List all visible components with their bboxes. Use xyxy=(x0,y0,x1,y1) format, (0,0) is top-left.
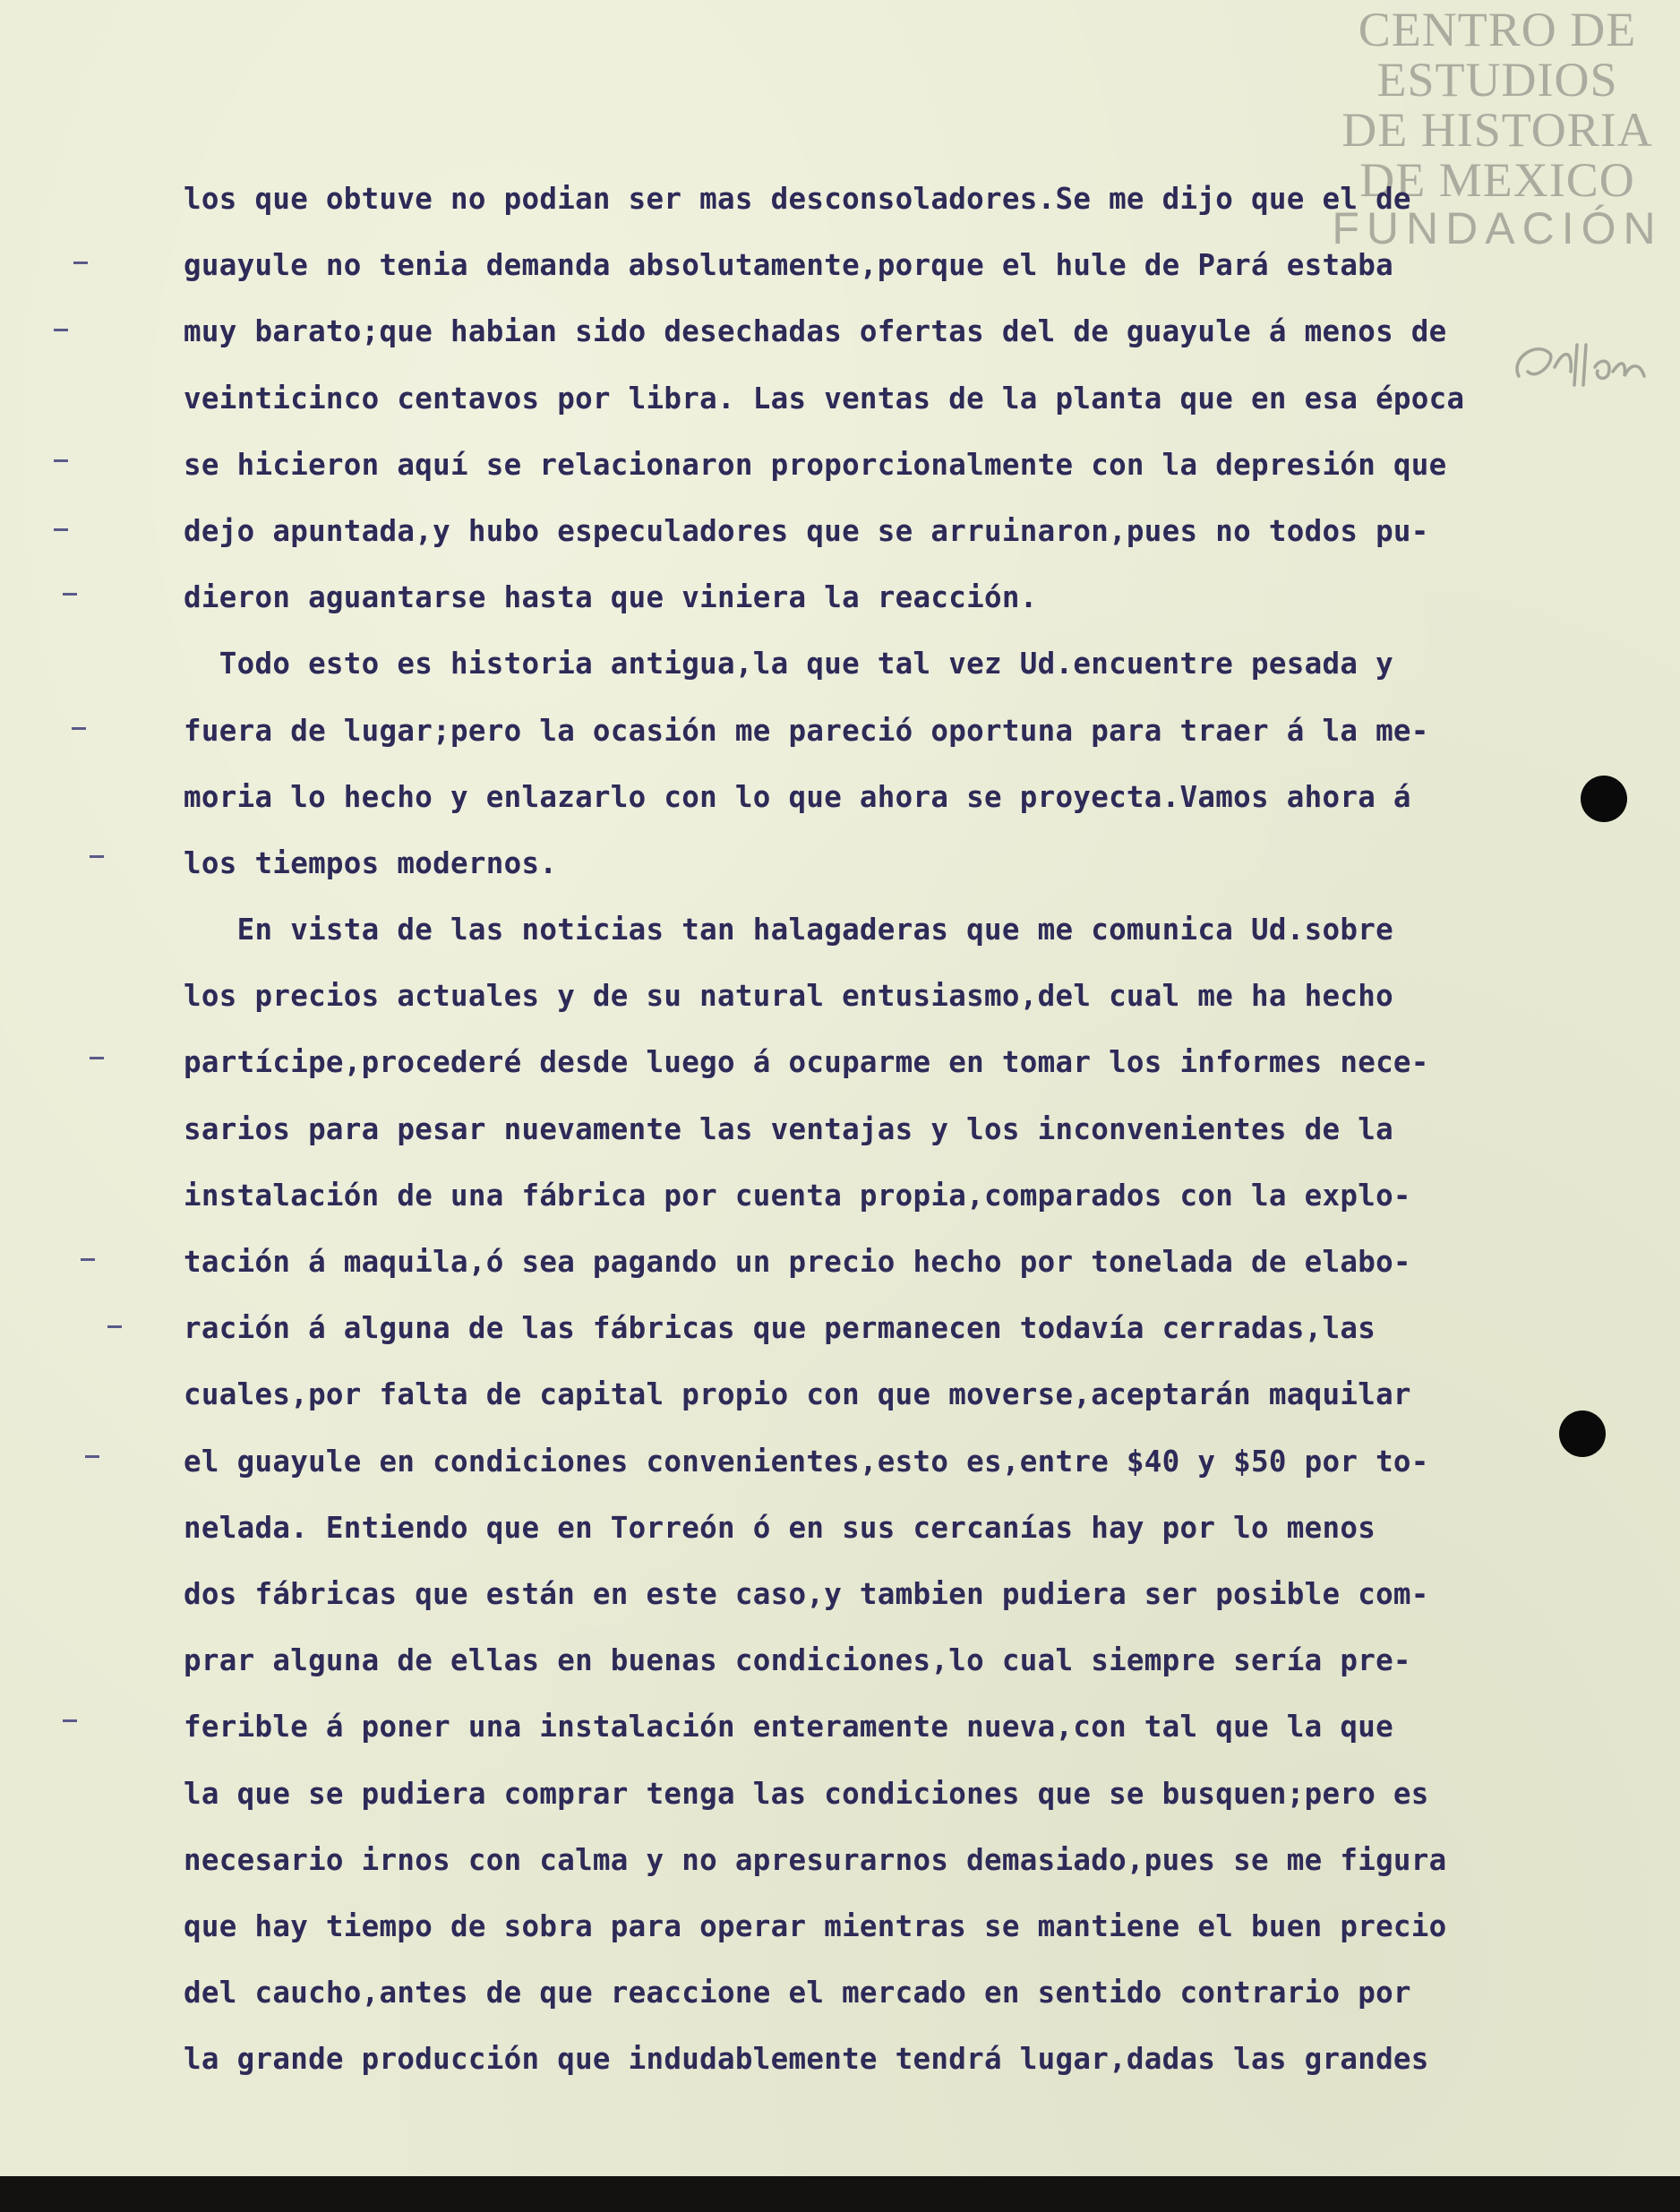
margin-dash xyxy=(54,459,68,462)
text-line: dos fábricas que están en este caso,y tambien pudiera ser posible com- xyxy=(184,1576,1429,1611)
text-line: veinticinco centavos por libra. Las ventas de la planta que en esa época xyxy=(184,381,1465,416)
text-line: tación á maquila,ó sea pagando un precio hecho por tonelada de elabo- xyxy=(184,1245,1411,1279)
text-line: los tiempos modernos. xyxy=(184,845,558,880)
margin-dash xyxy=(54,329,68,331)
watermark-line: DE HISTORIA xyxy=(1341,103,1653,157)
watermark-line: ESTUDIOS xyxy=(1376,53,1618,107)
margin-dash xyxy=(63,593,77,596)
text-line: moria lo hecho y enlazarlo con lo que ahora se proyecta.Vamos ahora á xyxy=(184,779,1411,814)
scan-bottom-edge xyxy=(0,2176,1680,2212)
text-line: Todo esto es historia antigua,la que tal vez Ud.encuentre pesada y xyxy=(184,647,1393,682)
margin-dash xyxy=(90,1057,104,1059)
text-line: sarios para pesar nuevamente las ventajas y los inconvenientes de la xyxy=(184,1111,1393,1146)
punch-hole xyxy=(1581,776,1627,822)
margin-dash xyxy=(85,1455,99,1458)
text-line: instalación de una fábrica por cuenta propia,comparados con la explo- xyxy=(184,1178,1411,1213)
text-line: la que se pudiera comprar tenga las condiciones que se busquen;pero es xyxy=(184,1776,1429,1811)
margin-dash xyxy=(54,528,68,531)
text-line: los que obtuve no podian ser mas desconsoladores.Se me dijo que el de xyxy=(184,182,1411,216)
margin-dash xyxy=(81,1258,95,1261)
text-line: la grande producción que indudablemente tendrá lugar,dadas las grandes xyxy=(184,2042,1429,2077)
text-line: el guayule en condiciones convenientes,esto es,entre $40 y $50 por to- xyxy=(184,1444,1429,1479)
text-line: dejo apuntada,y hubo especuladores que se arruinaron,pues no todos pu- xyxy=(184,513,1429,548)
text-line: cuales,por falta de capital propio con que moverse,aceptarán maquilar xyxy=(184,1377,1411,1412)
text-line: ración á alguna de las fábricas que permanecen todavía cerradas,las xyxy=(184,1311,1376,1346)
watermark-line: FUNDACIÓN xyxy=(1332,203,1663,253)
text-line: muy barato;que habian sido desechadas ofertas del de guayule á menos de xyxy=(184,314,1447,349)
text-line: que hay tiempo de sobra para operar mientras se mantiene el buen precio xyxy=(184,1908,1447,1943)
margin-dash xyxy=(90,855,104,858)
text-line: los precios actuales y de su natural entusiasmo,del cual me ha hecho xyxy=(184,979,1393,1014)
text-line: prar alguna de ellas en buenas condiciones,lo cual siempre sería pre- xyxy=(184,1643,1411,1678)
text-line: se hicieron aquí se relacionaron proporcionalmente con la depresión que xyxy=(184,447,1447,482)
margin-dash xyxy=(72,727,86,730)
text-line: dieron aguantarse hasta que viniera la reacción. xyxy=(184,580,1038,615)
watermark-line: CENTRO DE xyxy=(1358,3,1637,56)
text-line: guayule no tenia demanda absolutamente,porque el hule de Pará estaba xyxy=(184,248,1393,283)
text-line: nelada. Entiendo que en Torreón ó en sus cercanías hay por lo menos xyxy=(184,1510,1376,1545)
margin-dash xyxy=(107,1325,122,1328)
text-line: del caucho,antes de que reaccione el mercado en sentido contrario por xyxy=(184,1976,1411,2011)
text-line: ferible á poner una instalación enteramente nueva,con tal que la que xyxy=(184,1710,1393,1745)
text-line: partícipe,procederé desde luego á ocuparme en tomar los informes nece- xyxy=(184,1045,1429,1080)
text-line: necesario irnos con calma y no apresurarnos demasiado,pues se me figura xyxy=(184,1842,1447,1877)
margin-dash xyxy=(63,1719,77,1722)
watermark-line: DE MEXICO xyxy=(1359,153,1635,207)
text-line: En vista de las noticias tan halagaderas que me comunica Ud.sobre xyxy=(184,913,1393,947)
typed-letter-body xyxy=(184,166,1581,2092)
margin-dash xyxy=(73,261,88,264)
text-line: fuera de lugar;pero la ocasión me pareció oportuna para traer á la me- xyxy=(184,713,1429,748)
